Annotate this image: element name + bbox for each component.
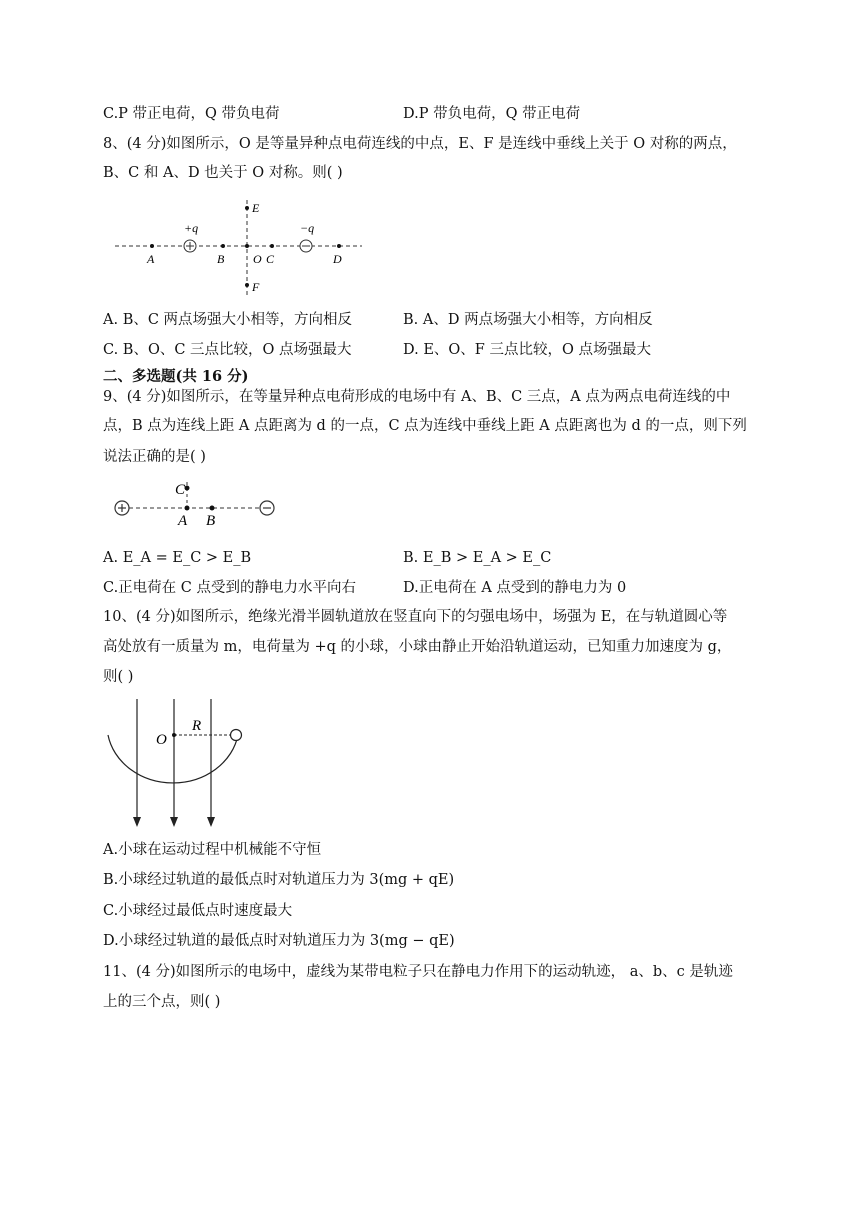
q9-option-d: D.正电荷在 A 点受到的静电力为 0 <box>403 580 627 596</box>
q9-stem-line3: 说法正确的是( ) <box>103 449 206 465</box>
q9-stem-line1: 9、(4 分)如图所示，在等量异种点电荷形成的电场中有 A、B、C 三点，A 点为两点电荷连线的中 <box>103 389 731 405</box>
q8-option-c: C. B、O、C 三点比较，O 点场强最大 <box>103 342 352 358</box>
label-O: O <box>156 732 167 748</box>
label-R: R <box>192 718 202 734</box>
q8-option-d: D. E、O、F 三点比较，O 点场强最大 <box>403 342 651 358</box>
label-O: O <box>253 252 262 266</box>
label-C: C <box>175 482 186 498</box>
q8-figure <box>110 192 370 302</box>
label-F: F <box>252 280 260 294</box>
label-B: B <box>217 252 225 266</box>
q10-stem-line1: 10、(4 分)如图所示，绝缘光滑半圆轨道放在竖直向下的匀强电场中，场强为 E，在与轨道圆心等 <box>103 609 728 625</box>
section-title-multiple-choice: 二、多选题(共 16 分) <box>103 368 249 385</box>
label-D: D <box>333 252 342 266</box>
q8-stem-line1: 8、(4 分)如图所示，O 是等量异种点电荷连线的中点，E、F 是连线中垂线上关于 O 对称的两点， <box>103 136 737 152</box>
q10-option-a: A.小球在运动过程中机械能不守恒 <box>103 842 322 858</box>
label-minus-q: −q <box>300 221 315 235</box>
q10-option-d: D.小球经过轨道的最低点时对轨道压力为 3(mg − qE) <box>103 933 455 949</box>
q11-stem-line1: 11、(4 分)如图所示的电场中，虚线为某带电粒子只在静电力作用下的运动轨迹， a、b、c 是轨迹 <box>103 964 733 980</box>
q9-option-c: C.正电荷在 C 点受到的静电力水平向右 <box>103 580 356 596</box>
q10-stem-line2: 高处放有一质量为 m，电荷量为 +q 的小球，小球由静止开始沿轨道运动，已知重力加速度为 g， <box>103 639 732 655</box>
q10-figure <box>103 695 253 833</box>
q7-option-d: D.P 带负电荷，Q 带正电荷 <box>403 106 581 122</box>
q9-option-a: A. E_A = E_C > E_B <box>103 550 252 566</box>
q10-stem-line3: 则( ) <box>103 669 134 685</box>
q10-option-c: C.小球经过最低点时速度最大 <box>103 903 293 919</box>
q9-stem-line2: 点，B 点为连线上距 A 点距离为 d 的一点，C 点为连线中垂线上距 A 点距离也为 d 的一点，则下列 <box>103 418 747 434</box>
label-B: B <box>206 513 216 529</box>
label-plus-q: +q <box>184 221 199 235</box>
q9-figure <box>108 474 283 532</box>
q7-option-c: C.P 带正电荷，Q 带负电荷 <box>103 106 280 122</box>
q9-option-b: B. E_B > E_A > E_C <box>403 550 552 566</box>
label-C: C <box>266 252 275 266</box>
label-A: A <box>178 513 188 529</box>
q8-stem-line2: B、C 和 A、D 也关于 O 对称。则( ) <box>103 165 343 181</box>
q8-option-a: A. B、C 两点场强大小相等，方向相反 <box>103 312 353 328</box>
q8-option-b: B. A、D 两点场强大小相等，方向相反 <box>403 312 653 328</box>
label-A: A <box>147 252 155 266</box>
q10-option-b: B.小球经过轨道的最低点时对轨道压力为 3(mg + qE) <box>103 872 455 888</box>
q11-stem-line2: 上的三个点，则( ) <box>103 994 221 1010</box>
label-E: E <box>252 201 260 215</box>
